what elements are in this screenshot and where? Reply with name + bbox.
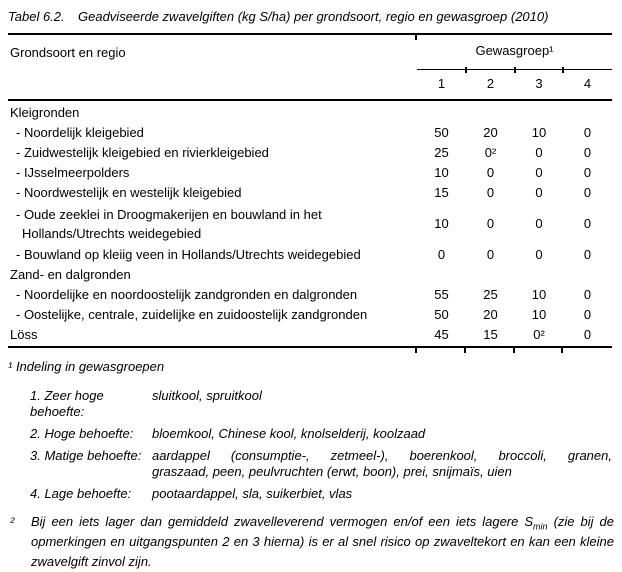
- cell-value: 0: [583, 247, 592, 262]
- table-number: Tabel 6.2.: [8, 9, 65, 24]
- row-label: Zand- en dalgronden: [10, 267, 131, 282]
- cell-value: 0²: [484, 145, 497, 160]
- group-header-label: Gewasgroep¹: [475, 43, 554, 58]
- table-row: [8, 203, 612, 245]
- row-label: - Oostelijke, centrale, zuidelijke en zuidoostelijk zandgronden: [16, 307, 368, 322]
- cell-value: 20: [483, 125, 498, 140]
- column-tick: [561, 348, 563, 353]
- table-body: [8, 101, 612, 346]
- table-title: [0, 0, 622, 25]
- row-label: - Bouwland op kleiig veen in Hollands/Utrechts weidegebied: [16, 247, 361, 262]
- list-item: [30, 486, 612, 502]
- footnote-1: [8, 359, 614, 502]
- footnote-2-line1-text: Bij een iets lager dan gemiddeld zwavelleverend vermogen en/of een iets lagere S: [31, 514, 534, 529]
- cell-value: 0: [583, 216, 592, 231]
- data-table: [8, 33, 612, 348]
- row-label: - Noordwestelijk en westelijk kleigebied: [16, 185, 242, 200]
- smin-subscript: min: [533, 521, 548, 532]
- group-crops-line1: aardappel (consumptie-, zetmeel-), boerenkool, broccoli, granen,: [152, 448, 612, 463]
- footnote-2-marker: ²: [10, 514, 15, 529]
- table-bottom-rule: [8, 346, 612, 348]
- cell-value: 15: [483, 327, 498, 342]
- table-row: [8, 285, 612, 305]
- row-header-label: Grondsoort en regio: [10, 45, 126, 60]
- group-label: 1. Zeer hoge behoefte:: [30, 388, 104, 419]
- row-label: Löss: [10, 327, 38, 342]
- table-row: [8, 265, 612, 285]
- cell-value: 10: [531, 307, 547, 322]
- column-header-1: 1: [437, 76, 446, 91]
- footnote-2-line1-tail: (zie bij de: [547, 514, 614, 529]
- group-crops: [152, 448, 612, 480]
- cell-value: 0: [583, 145, 592, 160]
- footnote-2-line1: [31, 512, 614, 532]
- cell-value: 10: [434, 216, 449, 231]
- cell-value: 0: [583, 307, 592, 322]
- cell-value: 50: [434, 125, 449, 140]
- row-label-line2: Hollands/Utrechts weidegebied: [22, 226, 202, 241]
- column-tick: [464, 348, 466, 353]
- row-label: [8, 205, 417, 243]
- cell-value: 10: [434, 165, 449, 180]
- cell-value: 0: [583, 327, 592, 342]
- column-header-4: 4: [583, 76, 592, 91]
- cell-value: 0: [535, 185, 543, 200]
- group-crops: pootaardappel, sla, suikerbiet, vlas: [152, 486, 353, 501]
- cell-value: 0: [535, 247, 543, 262]
- cell-value: 15: [434, 185, 449, 200]
- group-header-rule: [417, 69, 612, 70]
- column-header-2: 2: [486, 76, 495, 91]
- column-header-3: 3: [535, 76, 543, 91]
- table-row: [8, 103, 612, 123]
- footnote-2: [8, 512, 614, 572]
- cell-value: 45: [434, 327, 449, 342]
- footnote-2-line2: opmerkingen en uitgangspunten 2 en 3 hierna) is er al snel risico op zwaveltekort en kan een kleine: [31, 534, 614, 549]
- footnote-2-line3: zwavelgift zinvol zijn.: [31, 554, 152, 569]
- cell-value: 25: [483, 287, 498, 302]
- cell-value: 0: [535, 145, 543, 160]
- column-headers: [417, 76, 612, 92]
- table-row: [8, 245, 612, 265]
- cell-value: 0: [583, 287, 592, 302]
- table-row: [8, 143, 612, 163]
- list-item: [30, 426, 612, 442]
- table-row: [8, 163, 612, 183]
- cell-value: 0: [583, 185, 592, 200]
- cell-value: 0: [583, 165, 592, 180]
- row-label: - Zuidwestelijk kleigebied en rivierkleigebied: [16, 145, 269, 160]
- cell-value: 10: [531, 287, 547, 302]
- cell-value: 0: [437, 247, 446, 262]
- table-header: [8, 35, 612, 99]
- cell-value: 50: [434, 307, 449, 322]
- cell-value: 0: [486, 247, 495, 262]
- list-item: [30, 388, 612, 420]
- column-tick: [513, 348, 515, 353]
- column-tick: [415, 348, 417, 353]
- cell-value: 0: [486, 165, 495, 180]
- column-tick: [514, 67, 516, 73]
- cell-value: 20: [483, 307, 498, 322]
- row-label: - IJsselmeerpolders: [16, 165, 130, 180]
- cell-value: 55: [434, 287, 449, 302]
- cell-value: 0: [486, 216, 495, 231]
- table-row: [8, 183, 612, 203]
- cell-value: 0: [535, 216, 543, 231]
- cell-value: 0²: [533, 327, 545, 342]
- row-label: - Noordelijk kleigebied: [16, 125, 144, 140]
- row-label: Kleigronden: [10, 105, 80, 120]
- footnote-1-header: ¹ Indeling in gewasgroepen: [8, 359, 165, 374]
- group-crops-line2: graszaad, peen, peulvruchten (erwt, boon), prei, snijmaïs, uien: [152, 464, 512, 479]
- group-label: 4. Lage behoefte:: [30, 486, 132, 501]
- table-caption: Geadviseerde zwavelgiften (kg S/ha) per grondsoort, regio en gewasgroep (2010): [78, 9, 549, 24]
- row-label: - Noordelijke en noordoostelijk zandgronden en dalgronden: [16, 287, 358, 302]
- table-row: [8, 325, 612, 345]
- header-bottom-rule: [8, 99, 612, 101]
- cell-value: 10: [531, 125, 547, 140]
- group-label: 2. Hoge behoefte:: [30, 426, 134, 441]
- table-row: [8, 305, 612, 325]
- crop-group-list: [30, 388, 612, 502]
- column-tick: [465, 67, 467, 73]
- list-item: [30, 448, 612, 480]
- group-label: 3. Matige behoefte:: [30, 448, 142, 463]
- column-tick: [562, 67, 564, 73]
- table-row: [8, 123, 612, 143]
- group-crops: bloemkool, Chinese kool, knolselderij, koolzaad: [152, 426, 426, 441]
- cell-value: 25: [434, 145, 449, 160]
- group-crops: sluitkool, spruitkool: [152, 388, 262, 403]
- cell-value: 0: [486, 185, 495, 200]
- row-label-line1: - Oude zeeklei in Droogmakerijen en bouwland in het: [16, 207, 322, 222]
- cell-value: 0: [583, 125, 592, 140]
- cell-value: 0: [535, 165, 543, 180]
